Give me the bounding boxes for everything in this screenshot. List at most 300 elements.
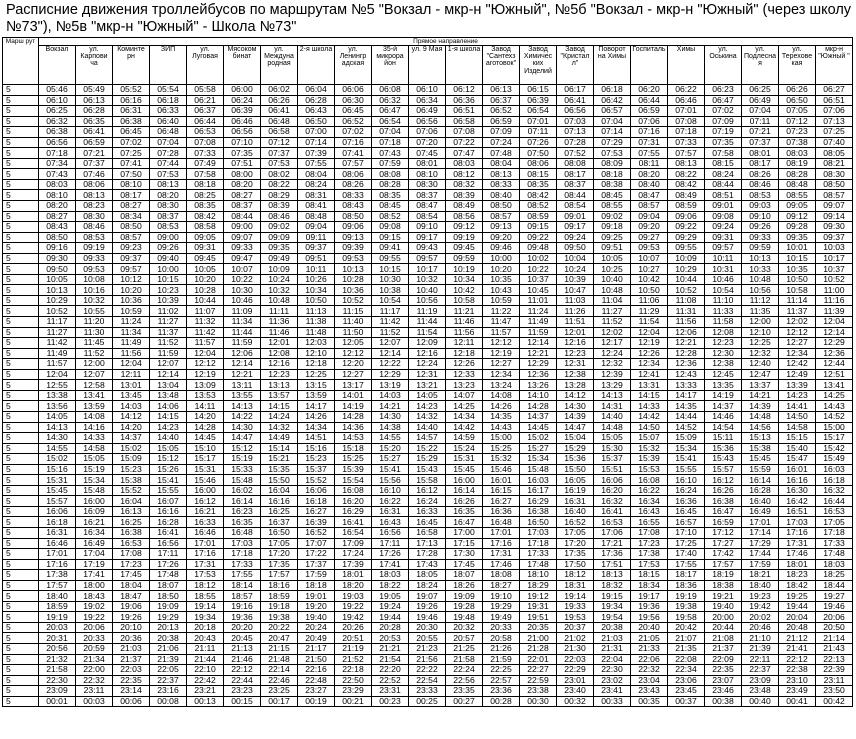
time-cell: 08:50	[816, 179, 853, 190]
table-row	[3, 243, 853, 254]
time-cell: 00:35	[631, 696, 668, 707]
time-cell: 16:37	[261, 517, 298, 528]
time-cell: 17:21	[594, 538, 631, 549]
time-cell: 10:40	[594, 274, 631, 285]
time-cell: 16:41	[335, 517, 372, 528]
time-cell: 14:03	[113, 401, 150, 412]
time-cell: 19:06	[113, 601, 150, 612]
time-cell: 08:39	[261, 201, 298, 212]
time-cell: 16:53	[816, 506, 853, 517]
time-cell: 18:47	[113, 591, 150, 602]
route-cell: 5	[3, 643, 39, 654]
time-cell: 09:30	[816, 222, 853, 233]
time-cell: 09:50	[39, 264, 76, 275]
time-cell: 14:08	[76, 411, 113, 422]
time-cell: 17:03	[224, 538, 261, 549]
time-cell: 08:42	[520, 190, 557, 201]
time-cell: 14:55	[372, 433, 409, 444]
time-cell: 18:55	[187, 591, 224, 602]
time-cell: 10:20	[187, 274, 224, 285]
time-cell: 15:58	[409, 475, 446, 486]
time-cell: 23:41	[594, 686, 631, 697]
time-cell: 20:00	[705, 612, 742, 623]
time-cell: 07:53	[594, 148, 631, 159]
time-cell: 16:23	[224, 506, 261, 517]
time-cell: 14:43	[816, 401, 853, 412]
time-cell: 08:51	[705, 190, 742, 201]
time-cell: 08:37	[557, 179, 594, 190]
time-cell: 12:58	[76, 380, 113, 391]
route-cell: 5	[3, 654, 39, 665]
time-cell: 16:34	[76, 527, 113, 538]
route-cell: 5	[3, 622, 39, 633]
time-cell: 07:33	[187, 148, 224, 159]
time-cell: 12:41	[631, 369, 668, 380]
time-cell: 21:43	[816, 643, 853, 654]
time-cell: 06:39	[224, 106, 261, 117]
time-cell: 15:24	[446, 443, 483, 454]
table-row	[3, 622, 853, 633]
time-cell: 09:22	[520, 232, 557, 243]
stop-header: ул. Ленингр адская	[335, 46, 372, 85]
time-cell: 06:41	[76, 127, 113, 138]
time-cell: 12:10	[742, 327, 779, 338]
time-cell: 06:08	[372, 85, 409, 96]
time-cell: 17:25	[668, 538, 705, 549]
time-cell: 08:06	[76, 179, 113, 190]
time-cell: 22:38	[779, 665, 816, 676]
time-cell: 15:32	[631, 443, 668, 454]
time-cell: 14:30	[39, 433, 76, 444]
time-cell: 08:15	[520, 169, 557, 180]
time-cell: 06:21	[187, 95, 224, 106]
time-cell: 22:35	[705, 665, 742, 676]
stop-header: ул. Оськина	[705, 46, 742, 85]
route-cell: 5	[3, 137, 39, 148]
time-cell: 12:36	[520, 369, 557, 380]
time-cell: 17:45	[446, 559, 483, 570]
time-cell: 10:52	[39, 306, 76, 317]
time-cell: 11:04	[594, 295, 631, 306]
time-cell: 14:11	[187, 401, 224, 412]
time-cell: 20:58	[483, 633, 520, 644]
time-cell: 08:53	[150, 222, 187, 233]
time-cell: 15:39	[631, 454, 668, 465]
time-cell: 19:34	[187, 612, 224, 623]
table-row	[3, 612, 853, 623]
time-cell: 19:29	[150, 612, 187, 623]
time-cell: 21:25	[446, 643, 483, 654]
table-row	[3, 285, 853, 296]
time-cell: 06:41	[261, 106, 298, 117]
time-cell: 08:32	[446, 179, 483, 190]
time-cell: 18:07	[150, 580, 187, 591]
time-cell: 11:46	[446, 317, 483, 328]
time-cell: 08:58	[187, 222, 224, 233]
time-cell: 14:39	[557, 411, 594, 422]
time-cell: 11:49	[113, 338, 150, 349]
time-cell: 06:23	[705, 85, 742, 96]
time-cell: 16:18	[816, 475, 853, 486]
stop-header: Мясоком бинат	[224, 46, 261, 85]
time-cell: 20:22	[261, 622, 298, 633]
time-cell: 11:03	[557, 295, 594, 306]
time-cell: 21:23	[409, 643, 446, 654]
time-cell: 16:26	[446, 496, 483, 507]
time-cell: 12:05	[335, 338, 372, 349]
time-cell: 16:38	[520, 506, 557, 517]
time-cell: 09:37	[113, 253, 150, 264]
time-cell: 13:26	[520, 380, 557, 391]
time-cell: 19:36	[631, 601, 668, 612]
time-cell: 10:23	[150, 285, 187, 296]
route-cell: 5	[3, 433, 39, 444]
time-cell: 19:22	[335, 601, 372, 612]
time-cell: 16:27	[483, 496, 520, 507]
time-cell: 10:50	[631, 285, 668, 296]
time-cell: 07:28	[150, 148, 187, 159]
time-cell: 06:43	[298, 106, 335, 117]
time-cell: 15:30	[594, 443, 631, 454]
time-cell: 17:35	[261, 559, 298, 570]
time-cell: 09:50	[557, 243, 594, 254]
time-cell: 14:13	[39, 422, 76, 433]
time-cell: 19:14	[557, 591, 594, 602]
time-cell: 09:31	[187, 243, 224, 254]
time-cell: 08:50	[39, 232, 76, 243]
time-cell: 06:32	[39, 116, 76, 127]
time-cell: 15:56	[372, 475, 409, 486]
time-cell: 07:13	[816, 116, 853, 127]
table-row	[3, 85, 853, 96]
time-cell: 18:40	[39, 591, 76, 602]
time-cell: 15:46	[187, 475, 224, 486]
time-cell: 07:37	[76, 158, 113, 169]
time-cell: 20:20	[224, 622, 261, 633]
table-row	[3, 348, 853, 359]
time-cell: 08:31	[298, 190, 335, 201]
time-cell: 11:29	[631, 306, 668, 317]
time-cell: 14:05	[39, 411, 76, 422]
time-cell: 06:13	[76, 95, 113, 106]
time-cell: 22:06	[631, 654, 668, 665]
time-cell: 23:43	[631, 686, 668, 697]
time-cell: 15:41	[668, 454, 705, 465]
time-cell: 14:23	[409, 401, 446, 412]
table-row	[3, 527, 853, 538]
table-row	[3, 549, 853, 560]
time-cell: 16:04	[261, 485, 298, 496]
time-cell: 14:35	[483, 411, 520, 422]
table-row	[3, 422, 853, 433]
time-cell: 09:59	[742, 243, 779, 254]
time-cell: 11:54	[631, 317, 668, 328]
time-cell: 18:32	[594, 580, 631, 591]
time-cell: 06:20	[631, 85, 668, 96]
time-cell: 12:04	[816, 317, 853, 328]
time-cell: 14:47	[224, 433, 261, 444]
time-cell: 07:18	[39, 148, 76, 159]
time-cell: 20:45	[224, 633, 261, 644]
time-cell: 12:16	[557, 338, 594, 349]
time-cell: 00:37	[668, 696, 705, 707]
time-cell: 15:23	[298, 454, 335, 465]
time-cell: 14:56	[742, 422, 779, 433]
table-row	[3, 222, 853, 233]
time-cell: 14:30	[557, 401, 594, 412]
stop-header: Завод "Сантехз аготовок"	[483, 46, 520, 85]
time-cell: 09:08	[372, 222, 409, 233]
time-cell: 10:56	[742, 285, 779, 296]
time-cell: 13:35	[705, 380, 742, 391]
time-cell: 21:17	[298, 643, 335, 654]
time-cell: 07:21	[742, 127, 779, 138]
table-row	[3, 506, 853, 517]
time-cell: 22:56	[446, 675, 483, 686]
time-cell: 08:49	[668, 190, 705, 201]
time-cell: 16:51	[779, 506, 816, 517]
time-cell: 08:06	[520, 158, 557, 169]
time-cell: 21:05	[631, 633, 668, 644]
time-cell: 14:30	[372, 411, 409, 422]
time-cell: 11:37	[150, 327, 187, 338]
time-cell: 19:01	[298, 591, 335, 602]
time-cell: 11:15	[335, 306, 372, 317]
time-cell: 23:36	[483, 686, 520, 697]
time-cell: 12:39	[594, 369, 631, 380]
time-cell: 18:31	[557, 580, 594, 591]
time-cell: 16:15	[483, 485, 520, 496]
stop-header: Госпиталь	[631, 46, 668, 85]
route-cell: 5	[3, 348, 39, 359]
table-row	[3, 591, 853, 602]
time-cell: 06:59	[76, 137, 113, 148]
time-cell: 21:11	[187, 643, 224, 654]
time-cell: 08:33	[483, 179, 520, 190]
time-cell: 17:20	[557, 538, 594, 549]
time-cell: 09:57	[113, 264, 150, 275]
time-cell: 18:01	[335, 570, 372, 581]
time-cell: 07:23	[779, 127, 816, 138]
time-cell: 13:19	[372, 380, 409, 391]
time-cell: 09:53	[76, 264, 113, 275]
time-cell: 16:06	[594, 475, 631, 486]
time-cell: 10:13	[742, 253, 779, 264]
time-cell: 17:57	[39, 580, 76, 591]
time-cell: 17:15	[446, 538, 483, 549]
time-cell: 17:51	[594, 559, 631, 570]
time-cell: 21:06	[150, 643, 187, 654]
time-cell: 10:48	[594, 285, 631, 296]
time-cell: 14:51	[298, 433, 335, 444]
time-cell: 07:33	[668, 137, 705, 148]
time-cell: 15:57	[705, 464, 742, 475]
time-cell: 09:05	[187, 232, 224, 243]
time-cell: 15:31	[446, 454, 483, 465]
time-cell: 11:49	[520, 317, 557, 328]
time-cell: 17:07	[298, 538, 335, 549]
time-cell: 06:30	[335, 95, 372, 106]
time-cell: 10:15	[372, 264, 409, 275]
time-cell: 22:44	[224, 675, 261, 686]
time-cell: 16:16	[261, 496, 298, 507]
time-cell: 11:34	[113, 327, 150, 338]
time-cell: 06:44	[187, 116, 224, 127]
time-cell: 19:42	[742, 601, 779, 612]
time-cell: 22:09	[705, 654, 742, 665]
table-row	[3, 274, 853, 285]
time-cell: 09:40	[150, 253, 187, 264]
time-cell: 22:16	[298, 665, 335, 676]
time-cell: 11:11	[261, 306, 298, 317]
time-cell: 16:26	[705, 485, 742, 496]
time-cell: 06:18	[594, 85, 631, 96]
time-cell: 08:59	[520, 211, 557, 222]
time-cell: 06:41	[557, 95, 594, 106]
time-cell: 10:17	[409, 264, 446, 275]
time-cell: 12:04	[39, 369, 76, 380]
time-cell: 17:38	[631, 549, 668, 560]
time-cell: 09:20	[631, 222, 668, 233]
time-cell: 21:37	[705, 643, 742, 654]
time-cell: 16:40	[742, 496, 779, 507]
route-cell: 5	[3, 517, 39, 528]
time-cell: 12:14	[150, 369, 187, 380]
time-cell: 19:46	[409, 612, 446, 623]
time-cell: 09:59	[446, 253, 483, 264]
time-cell: 08:57	[816, 190, 853, 201]
time-cell: 08:22	[668, 169, 705, 180]
time-cell: 16:33	[409, 506, 446, 517]
time-cell: 14:12	[113, 411, 150, 422]
time-cell: 12:06	[668, 327, 705, 338]
time-cell: 15:10	[187, 443, 224, 454]
time-cell: 13:56	[39, 401, 76, 412]
time-cell: 16:06	[298, 485, 335, 496]
time-cell: 16:43	[631, 506, 668, 517]
time-cell: 19:12	[520, 591, 557, 602]
time-cell: 11:58	[705, 317, 742, 328]
route-cell: 5	[3, 549, 39, 560]
time-cell: 09:51	[298, 253, 335, 264]
time-cell: 14:08	[483, 390, 520, 401]
time-cell: 16:32	[816, 485, 853, 496]
time-cell: 09:15	[372, 232, 409, 243]
time-cell: 18:19	[705, 570, 742, 581]
time-cell: 16:41	[594, 506, 631, 517]
time-cell: 10:35	[483, 274, 520, 285]
time-cell: 09:45	[446, 243, 483, 254]
time-cell: 18:08	[483, 570, 520, 581]
time-cell: 12:12	[483, 338, 520, 349]
time-cell: 10:39	[150, 295, 187, 306]
page-title: Расписние движения троллейбусов по маршрутам №5 "Вокзал - мкр-н "Южный", №5б "Вокзал - мкр-н "Южный" (через школу №73"), №5в "мкр-н "Южный" - Школа №73"	[6, 2, 852, 35]
time-cell: 14:36	[335, 422, 372, 433]
route-cell: 5	[3, 686, 39, 697]
time-cell: 10:11	[298, 264, 335, 275]
time-cell: 20:37	[557, 622, 594, 633]
time-cell: 18:03	[372, 570, 409, 581]
table-row	[3, 675, 853, 686]
time-cell: 12:04	[187, 348, 224, 359]
time-cell: 23:21	[187, 686, 224, 697]
time-cell: 15:11	[705, 433, 742, 444]
time-cell: 10:16	[76, 285, 113, 296]
time-cell: 14:45	[187, 433, 224, 444]
time-cell: 09:15	[520, 222, 557, 233]
time-cell: 13:41	[816, 380, 853, 391]
time-cell: 20:04	[779, 612, 816, 623]
time-cell: 20:30	[409, 622, 446, 633]
time-cell: 10:03	[816, 243, 853, 254]
route-cell: 5	[3, 612, 39, 623]
time-cell: 18:57	[224, 591, 261, 602]
time-cell: 06:26	[779, 85, 816, 96]
time-cell: 23:49	[779, 686, 816, 697]
time-cell: 07:43	[372, 148, 409, 159]
time-cell: 17:59	[298, 570, 335, 581]
table-row	[3, 179, 853, 190]
time-cell: 07:43	[39, 169, 76, 180]
time-cell: 14:58	[779, 422, 816, 433]
time-cell: 15:53	[631, 464, 668, 475]
time-cell: 20:36	[113, 633, 150, 644]
time-cell: 10:36	[113, 295, 150, 306]
time-cell: 16:53	[594, 517, 631, 528]
time-cell: 17:35	[557, 549, 594, 560]
time-cell: 13:01	[113, 380, 150, 391]
time-cell: 15:04	[557, 433, 594, 444]
time-cell: 22:37	[150, 675, 187, 686]
time-cell: 06:54	[372, 116, 409, 127]
time-cell: 14:28	[520, 401, 557, 412]
time-cell: 14:05	[409, 390, 446, 401]
time-cell: 06:37	[187, 106, 224, 117]
time-cell: 14:31	[594, 401, 631, 412]
route-cell: 5	[3, 127, 39, 138]
time-cell: 14:33	[631, 401, 668, 412]
time-cell: 08:04	[298, 169, 335, 180]
route-cell: 5	[3, 285, 39, 296]
time-cell: 21:19	[335, 643, 372, 654]
table-row	[3, 232, 853, 243]
time-cell: 17:40	[668, 549, 705, 560]
time-cell: 09:55	[668, 243, 705, 254]
time-cell: 06:56	[39, 137, 76, 148]
direction-header: Прямое направление	[39, 38, 853, 46]
time-cell: 14:38	[372, 422, 409, 433]
time-cell: 19:18	[261, 601, 298, 612]
route-cell: 5	[3, 475, 39, 486]
time-cell: 16:14	[446, 485, 483, 496]
time-cell: 16:40	[557, 506, 594, 517]
time-cell: 18:40	[742, 580, 779, 591]
time-cell: 12:27	[483, 359, 520, 370]
route-cell: 5	[3, 106, 39, 117]
time-cell: 08:42	[668, 179, 705, 190]
time-cell: 06:56	[557, 106, 594, 117]
time-cell: 09:04	[298, 222, 335, 233]
time-cell: 16:47	[705, 506, 742, 517]
time-cell: 15:59	[742, 464, 779, 475]
time-cell: 22:24	[446, 665, 483, 676]
time-cell: 17:23	[113, 559, 150, 570]
time-cell: 19:25	[779, 591, 816, 602]
time-cell: 08:30	[816, 169, 853, 180]
time-cell: 12:26	[446, 359, 483, 370]
time-cell: 23:09	[742, 675, 779, 686]
stop-header: Коминте рн	[113, 46, 150, 85]
